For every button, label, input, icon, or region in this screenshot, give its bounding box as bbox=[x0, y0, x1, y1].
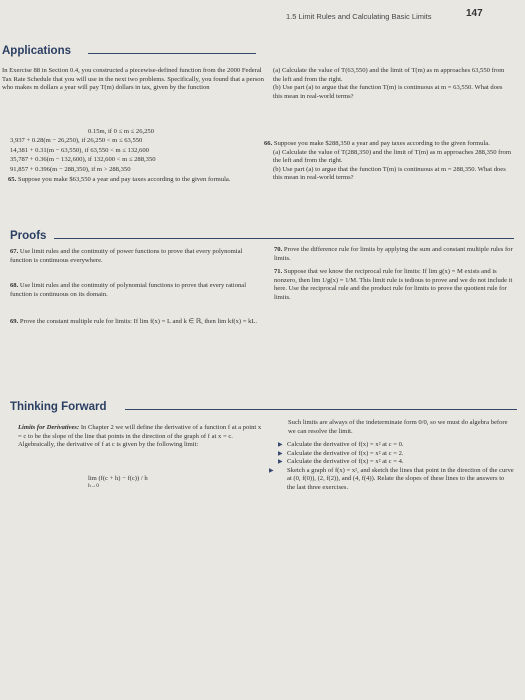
thinking-intro-text: In Chapter 2 we will define the derivative of a function f at a point x = c to be the slope of the line that points in the direction of the graph of f at x = c. Algebraically, the derivative of f at c is given by the following limit: bbox=[18, 424, 262, 449]
exercise-text: Prove the constant multiple rule for limits: If lim f(x) = L and k ∈ ℝ, then lim kf(x) = kL. bbox=[19, 318, 258, 325]
bullet-item bbox=[278, 450, 514, 459]
bullet-text: Calculate the derivative of f(x) = x² at c = 2. bbox=[287, 449, 404, 457]
formula-expression: lim (f(c + h) − f(c)) / h bbox=[88, 475, 148, 482]
exercise-number: 69. bbox=[10, 318, 19, 325]
exercise-number: 71. bbox=[274, 268, 283, 275]
bullet-item bbox=[269, 466, 514, 493]
exercise-66 bbox=[264, 140, 512, 183]
thinking-right-intro: Such limits are always of the indeterminate form 0/0, so we must do algebra before we can resolve the limit. bbox=[288, 419, 508, 435]
bullet-item bbox=[278, 458, 514, 467]
section-rule bbox=[125, 409, 517, 410]
page-number: 147 bbox=[466, 8, 483, 19]
applications-intro: In Exercise 88 in Section 0.4, you constructed a piecewise-defined function from the 2000 Federal Tax Rate Schedule that you will use in the next two problems. Specifically, you found that a person who makes m dollars a year will pay T(m) dollars in tax, given by the function bbox=[2, 67, 264, 92]
exercise-67 bbox=[10, 248, 258, 265]
section-title-thinking-forward: Thinking Forward bbox=[10, 401, 107, 413]
formula-subscript: h→0 bbox=[88, 483, 99, 490]
bullet-text: Sketch a graph of f(x) = x², and sketch the lines that point in the direction of the curve at (0, f(0)), (2, f(2)), and (4, f(4)). Relate the slopes of these lines to the answers to the last three exercises. bbox=[287, 466, 514, 491]
exercise-number: 68. bbox=[10, 282, 19, 289]
exercise-65b: (b) Use part (a) to argue that the function T(m) is continuous at m = 63,550. What does this mean in real-world terms? bbox=[273, 84, 503, 100]
case-1: 0.15m, if 0 ≤ m ≤ 26,250 bbox=[88, 128, 155, 135]
bullet-item bbox=[278, 441, 514, 450]
exercise-text: Prove the difference rule for limits by applying the sum and constant multiple rules for limits. bbox=[274, 246, 513, 262]
exercise-66a: (a) Calculate the value of T(288,350) and the limit of T(m) as m approaches 288,350 from the left and from the right. bbox=[273, 148, 511, 165]
section-rule bbox=[88, 53, 256, 54]
exercise-text: Use limit rules and the continuity of polynomial functions to prove that every rational function is continuous on its domain. bbox=[10, 282, 247, 298]
exercise-65-parts bbox=[273, 67, 511, 101]
exercise-70 bbox=[274, 246, 514, 263]
thinking-lead: Limits for Derivatives: bbox=[18, 424, 80, 431]
derivative-formula bbox=[88, 474, 258, 490]
bullet-arrow-icon: ▶ bbox=[278, 442, 283, 448]
section-title-proofs: Proofs bbox=[10, 230, 47, 242]
exercise-68 bbox=[10, 282, 258, 299]
bullet-arrow-icon: ▶ bbox=[278, 450, 283, 457]
exercise-number: 65. bbox=[8, 176, 17, 183]
case-2: 3,937 + 0.28(m − 26,250), if 26,250 < m ≤ 63,550 bbox=[10, 137, 143, 145]
exercise-text: Suppose that we know the reciprocal rule for limits: If lim g(x) = M exists and is nonzero, then lim 1/g(x) = 1/M. This limit rule is tedious to prove and we do not include it here. Use the reciprocal rule and the product rule for limits to prove the quotient rule for limits. bbox=[274, 268, 513, 301]
bullet-arrow-icon: ▶ bbox=[278, 459, 283, 466]
piecewise-function bbox=[2, 127, 267, 174]
thinking-bullets bbox=[269, 441, 514, 493]
case-4: 35,787 + 0.36(m − 132,600), if 132,600 < m ≤ 288,350 bbox=[10, 156, 156, 164]
case-5: 91,857 + 0.396(m − 288,350), if m > 288,350 bbox=[10, 165, 131, 173]
thinking-intro bbox=[18, 424, 264, 450]
section-title-applications: Applications bbox=[2, 45, 72, 57]
exercise-number: 66. bbox=[264, 140, 273, 147]
bullet-arrow-icon: ▶ bbox=[269, 467, 274, 474]
running-header: 1.5 Limit Rules and Calculating Basic Limits bbox=[286, 12, 432, 21]
exercise-number: 67. bbox=[10, 248, 19, 255]
exercise-text: Suppose you make $288,350 a year and pay taxes according to the given formula. bbox=[273, 140, 490, 147]
exercise-text: Suppose you make $63,550 a year and pay taxes according to the given formula. bbox=[17, 176, 231, 183]
bullet-text: Calculate the derivative of f(x) = x² at c = 4. bbox=[287, 458, 404, 466]
exercise-69 bbox=[10, 318, 258, 327]
exercise-65a: (a) Calculate the value of T(63,550) and the limit of T(m) as m approaches 63,550 from the left and from the right. bbox=[273, 67, 505, 83]
exercise-text: Use limit rules and the continuity of power functions to prove that every polynomial function is continuous everywhere. bbox=[10, 248, 243, 264]
section-rule bbox=[54, 238, 514, 239]
bullet-text: Calculate the derivative of f(x) = x² at c = 0. bbox=[287, 441, 404, 448]
exercise-71 bbox=[274, 268, 514, 302]
exercise-66b: (b) Use part (a) to argue that the function T(m) is continuous at m = 288,350. What does this mean in real-world terms? bbox=[273, 165, 506, 182]
exercise-65 bbox=[8, 176, 263, 185]
exercise-number: 70. bbox=[274, 246, 283, 253]
case-3: 14,381 + 0.31(m − 63,550), if 63,550 < m ≤ 132,600 bbox=[10, 146, 149, 154]
